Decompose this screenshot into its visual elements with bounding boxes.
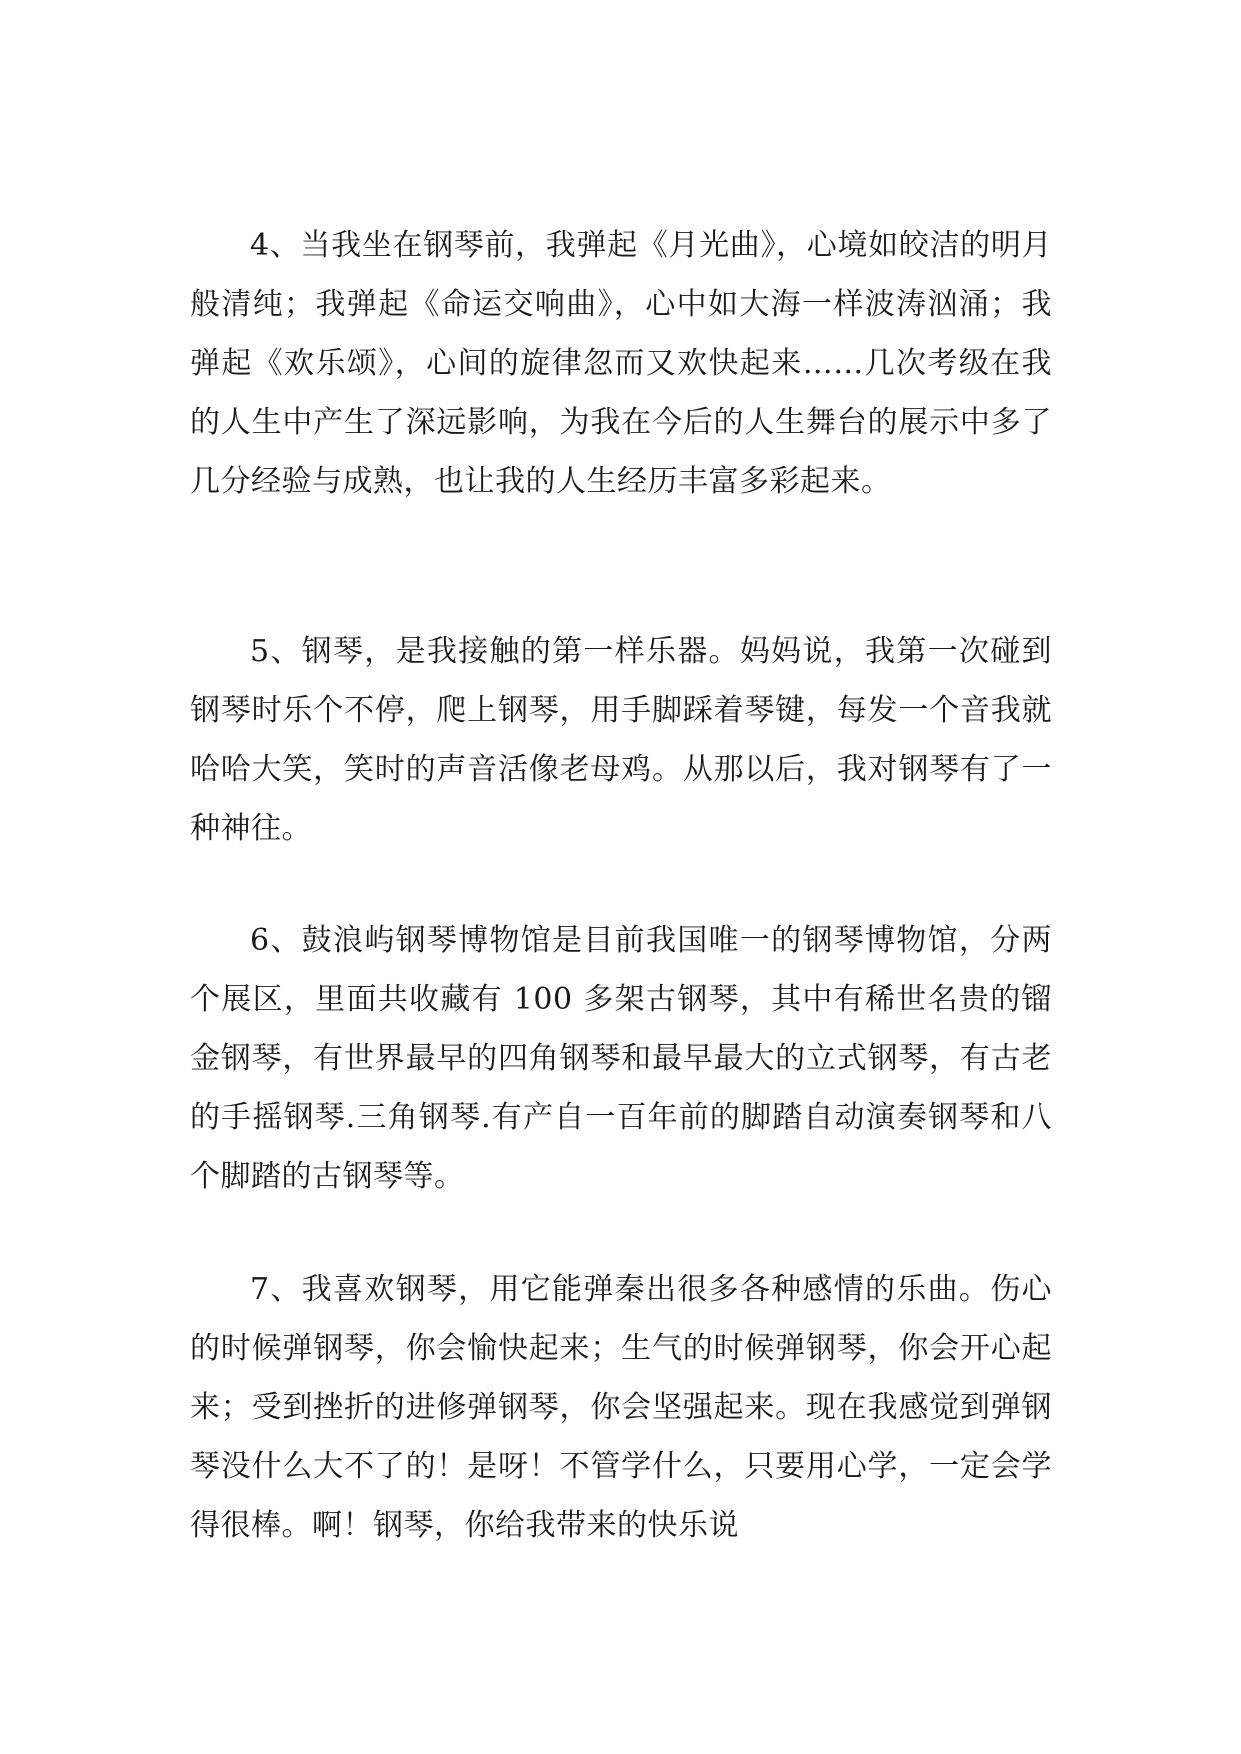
paragraph-6: 6、鼓浪屿钢琴博物馆是目前我国唯一的钢琴博物馆，分两个展区，里面共收藏有 100 多架古钢琴，其中有稀世名贵的镏金钢琴，有世界最早的四角钢琴和最早最大的立式钢琴，有古老的手摇钢琴.三角钢琴.有产自一百年前的脚踏自动演奏钢琴和八个脚踏的古钢琴等。 <box>190 923 1052 1194</box>
paragraph-5: 5、钢琴，是我接触的第一样乐器。妈妈说，我第一次碰到钢琴时乐个不停，爬上钢琴，用手脚踩着琴键，每发一个音我就哈哈大笑，笑时的声音活像老母鸡。从那以后，我对钢琴有了一种神往。 <box>190 634 1052 846</box>
paragraph-4: 4、当我坐在钢琴前，我弹起《月光曲》，心境如皎洁的明月般清纯；我弹起《命运交响曲》，心中如大海一样波涛汹涌；我弹起《欢乐颂》，心间的旋律忽而又欢快起来……几次考级在我的人生中产生了深远影响，为我在今后的人生舞台的展示中多了几分经验与成熟，也让我的人生经历丰富多彩起来。 <box>190 228 1052 499</box>
paragraph-7: 7、我喜欢钢琴，用它能弹秦出很多各种感情的乐曲。伤心的时候弹钢琴，你会愉快起来；生气的时候弹钢琴，你会开心起来；受到挫折的进修弹钢琴，你会坚强起来。现在我感觉到弹钢琴没什么大不了的！是呀！不管学什么，只要用心学，一定会学得很棒。啊！钢琴，你给我带来的快乐说 <box>190 1272 1052 1543</box>
